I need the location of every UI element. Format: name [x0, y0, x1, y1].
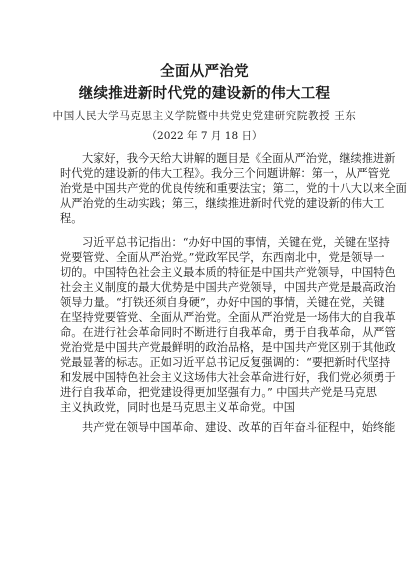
paragraph-1-line-5: 程。 [60, 212, 83, 225]
paragraph-3-line-1: 共产党在领导中国革命、建设、改革的百年奋斗征程中，始终能 [82, 421, 396, 434]
title-line-2: 继续推进新时代党的建设新的伟大工程 [78, 86, 331, 102]
paragraph-1-line-2: 时代党的建设新的伟大工程》。我分三个问题讲解：第一，从严管党 [60, 167, 391, 180]
paragraph-2-line-8: 党治党是中国共产党最鲜明的政治品格，是中国共产党区别于其他政 [60, 341, 396, 354]
paragraph-2-line-12: 主义执政党，同时也是马克思主义革命党。中国 [60, 401, 295, 414]
paragraph-2-line-4: 社会主义制度的最大优势是中国共产党领导，中国共产党是最高政治 [60, 281, 396, 294]
paragraph-2-line-11: 进行自我革命，把党建设得更加坚强有力。” 中国共产党是马克思 [60, 386, 377, 399]
paragraph-2-line-9: 党最显著的标志。正如习近平总书记反复强调的：“要把新时代坚持 [60, 356, 391, 369]
paragraph-2-line-6: 在坚持党要管党、全面从严治党。全面从严治党是一场伟大的自我革 [60, 311, 396, 324]
paragraph-2-line-7: 命。在进行社会革命同时不断进行自我革命，勇于自我革命，从严管 [60, 326, 396, 339]
paragraph-2-line-1: 习近平总书记指出：“办好中国的事情，关键在党，关键在坚持 [82, 236, 390, 249]
paragraph-1-line-1: 大家好，我今天给大讲解的题目是《全面从严治党，继续推进新 [82, 152, 396, 165]
paragraph-2-line-10: 和发展中国特色社会主义这场伟大社会革命进行好，我们党必须勇于 [60, 371, 396, 384]
paragraph-1-line-3: 治党是中国共产党的优良传统和重要法宝；第二，党的十八大以来全面 [60, 182, 407, 195]
paragraph-2-line-3: 切的。中国特色社会主义最本质的特征是中国共产党领导，中国特色 [60, 266, 396, 279]
title-line-1: 全面从严治党 [160, 64, 249, 80]
paragraph-2-line-2: 党要管党、全面从严治党。”党政军民学，东西南北中，党是领导一 [60, 251, 385, 264]
author-byline: 中国人民大学马克思主义学院暨中共党史党建研究院教授 王东 [52, 110, 357, 122]
speech-date: （2022 年 7 月 18 日） [146, 130, 263, 142]
paragraph-2-line-5: 领导力量。“打铁还须自身硬”，办好中国的事情，关键在党，关键 [60, 296, 385, 309]
paragraph-1-line-4: 从严治党的生动实践；第三，继续推进新时代党的建设新的伟大工 [60, 197, 385, 210]
